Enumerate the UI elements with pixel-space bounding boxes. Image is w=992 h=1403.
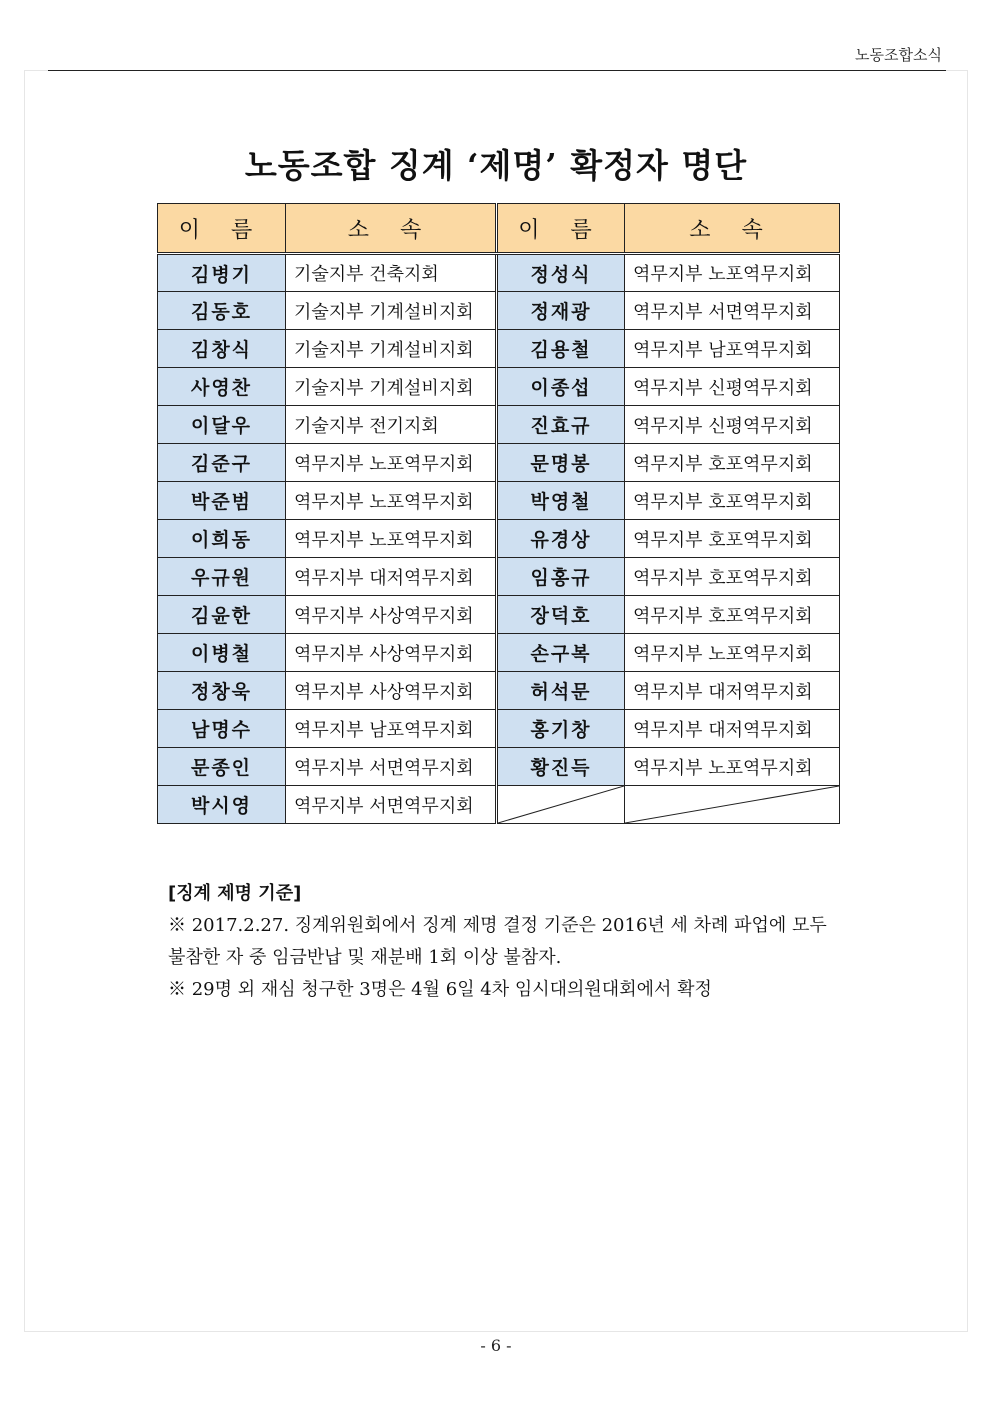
table-row: [158, 786, 840, 824]
member-affiliation: 역무지부 호포역무지회: [625, 520, 840, 558]
table-body: [158, 254, 840, 824]
table-row: [158, 406, 840, 444]
member-affiliation: 역무지부 대저역무지회: [625, 672, 840, 710]
note-line: ※ 29명 외 재심 청구한 3명은 4월 6일 4차 임시대의원대회에서 확정: [168, 979, 712, 1000]
member-affiliation: 기술지부 기계설비지회: [286, 292, 497, 330]
member-name: 이달우: [158, 406, 286, 444]
header-rule: [48, 70, 946, 71]
member-name: 우규원: [158, 558, 286, 596]
table-row: [158, 254, 840, 292]
member-name: 김준구: [158, 444, 286, 482]
table-row: [158, 596, 840, 634]
empty-cell: [625, 786, 840, 824]
member-affiliation: 역무지부 노포역무지회: [625, 748, 840, 786]
expelled-members-table: [157, 203, 840, 824]
table-row: [158, 672, 840, 710]
table-row: [158, 558, 840, 596]
member-name: 박준범: [158, 482, 286, 520]
member-name: 김윤한: [158, 596, 286, 634]
member-name: 박영철: [497, 482, 625, 520]
member-affiliation: 역무지부 대저역무지회: [286, 558, 497, 596]
member-affiliation: 역무지부 사상역무지회: [286, 672, 497, 710]
member-affiliation: 기술지부 전기지회: [286, 406, 497, 444]
diagonal-slash: [625, 786, 839, 823]
member-name: 손구복: [497, 634, 625, 672]
table-row: [158, 330, 840, 368]
member-name: 이종섭: [497, 368, 625, 406]
table-row: [158, 710, 840, 748]
member-name: 문종인: [158, 748, 286, 786]
member-name: 김병기: [158, 254, 286, 292]
page-number: - 6 -: [480, 1336, 512, 1355]
member-affiliation: 역무지부 사상역무지회: [286, 596, 497, 634]
member-name: 남명수: [158, 710, 286, 748]
table-row: [158, 482, 840, 520]
member-name: 이병철: [158, 634, 286, 672]
member-affiliation: 역무지부 신평역무지회: [625, 368, 840, 406]
member-affiliation: 역무지부 노포역무지회: [625, 254, 840, 292]
notes-heading: [징계 제명 기준]: [168, 883, 302, 904]
member-affiliation: 역무지부 호포역무지회: [625, 482, 840, 520]
table-row: [158, 368, 840, 406]
member-affiliation: 역무지부 노포역무지회: [286, 444, 497, 482]
column-header-affiliation: 소 속: [286, 204, 497, 254]
empty-cell: [497, 786, 625, 824]
member-affiliation: 역무지부 호포역무지회: [625, 596, 840, 634]
member-name: 이희동: [158, 520, 286, 558]
member-affiliation: 기술지부 기계설비지회: [286, 368, 497, 406]
member-affiliation: 역무지부 노포역무지회: [286, 520, 497, 558]
document-title: 노동조합 징계 ‘제명’ 확정자 명단: [244, 146, 748, 185]
member-affiliation: 역무지부 서면역무지회: [286, 748, 497, 786]
member-name: 김창식: [158, 330, 286, 368]
table-header-row: [158, 204, 840, 254]
member-name: 장덕호: [497, 596, 625, 634]
member-name: 유경상: [497, 520, 625, 558]
table-row: [158, 444, 840, 482]
member-affiliation: 역무지부 노포역무지회: [286, 482, 497, 520]
note-line: ※ 2017.2.27. 징계위원회에서 징계 제명 결정 기준은 2016년 세 차례 파업에 모두 불참한 자 중 임금반납 및 재분배 1회 이상 불참자.: [168, 915, 827, 968]
expulsion-criteria-notes: [168, 878, 848, 1006]
member-affiliation: 역무지부 사상역무지회: [286, 634, 497, 672]
member-affiliation: 역무지부 노포역무지회: [625, 634, 840, 672]
member-affiliation: 역무지부 호포역무지회: [625, 444, 840, 482]
member-affiliation: 기술지부 기계설비지회: [286, 330, 497, 368]
member-name: 정성식: [497, 254, 625, 292]
column-header-name: 이 름: [158, 204, 286, 254]
running-header: 노동조합소식: [855, 46, 942, 64]
member-name: 정재광: [497, 292, 625, 330]
member-name: 허석문: [497, 672, 625, 710]
member-name: 김동호: [158, 292, 286, 330]
member-affiliation: 역무지부 남포역무지회: [286, 710, 497, 748]
column-header-affiliation: 소 속: [625, 204, 840, 254]
table-row: [158, 520, 840, 558]
member-name: 임홍규: [497, 558, 625, 596]
member-name: 문명봉: [497, 444, 625, 482]
member-affiliation: 역무지부 서면역무지회: [286, 786, 497, 824]
table-row: [158, 292, 840, 330]
column-header-name: 이 름: [497, 204, 625, 254]
member-affiliation: 역무지부 신평역무지회: [625, 406, 840, 444]
member-affiliation: 역무지부 대저역무지회: [625, 710, 840, 748]
member-affiliation: 역무지부 호포역무지회: [625, 558, 840, 596]
member-name: 김용철: [497, 330, 625, 368]
member-affiliation: 기술지부 건축지회: [286, 254, 497, 292]
diagonal-slash: [498, 786, 624, 823]
member-affiliation: 역무지부 서면역무지회: [625, 292, 840, 330]
member-name: 황진득: [497, 748, 625, 786]
member-name: 홍기창: [497, 710, 625, 748]
member-affiliation: 역무지부 남포역무지회: [625, 330, 840, 368]
member-name: 정창욱: [158, 672, 286, 710]
table-row: [158, 748, 840, 786]
member-name: 진효규: [497, 406, 625, 444]
member-name: 박시영: [158, 786, 286, 824]
table-row: [158, 634, 840, 672]
member-name: 사영찬: [158, 368, 286, 406]
